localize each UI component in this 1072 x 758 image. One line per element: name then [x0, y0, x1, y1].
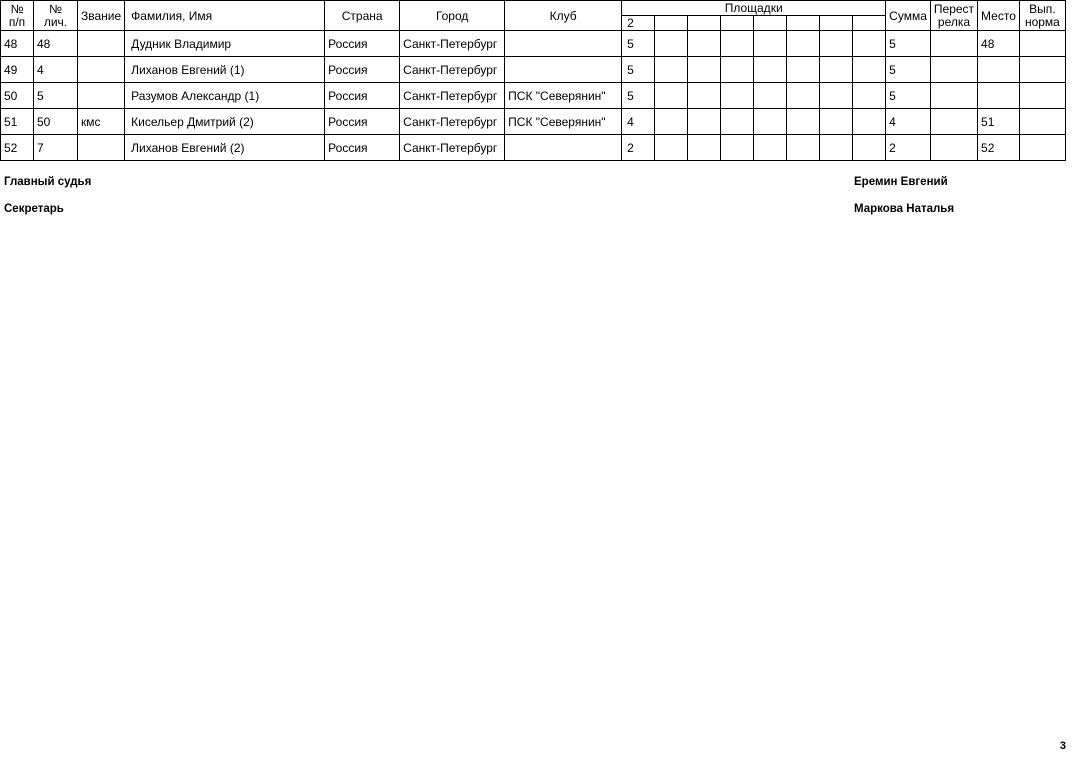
table-header	[1, 1, 1066, 31]
cell-country: Россия	[325, 109, 400, 135]
cell-city: Санкт-Петербург	[400, 31, 505, 57]
cell-name: Дудник Владимир	[125, 31, 325, 57]
cell-sum: 5	[886, 31, 931, 57]
cell-lane-5	[754, 57, 787, 83]
cell-number: 50	[1, 83, 34, 109]
cell-lane-2	[655, 57, 688, 83]
cell-club	[505, 135, 622, 161]
cell-city: Санкт-Петербург	[400, 135, 505, 161]
cell-lane-7	[820, 135, 853, 161]
col-header-place: Место	[978, 1, 1020, 31]
cell-sum: 5	[886, 83, 931, 109]
cell-lane-8	[853, 57, 886, 83]
cell-name: Лиханов Евгений (1)	[125, 57, 325, 83]
col-header-club: Клуб	[505, 1, 622, 31]
cell-lane-2	[655, 83, 688, 109]
col-header-lane-1: 2	[622, 16, 655, 31]
cell-norm	[1019, 57, 1065, 83]
col-header-personal-number	[34, 1, 78, 31]
cell-name: Разумов Александр (1)	[125, 83, 325, 109]
cell-club	[505, 31, 622, 57]
cell-lane-5	[754, 135, 787, 161]
cell-lane-5	[754, 83, 787, 109]
cell-lane-1: 5	[622, 31, 655, 57]
cell-lane-4	[721, 83, 754, 109]
cell-name: Лиханов Евгений (2)	[125, 135, 325, 161]
cell-shootoff	[930, 135, 977, 161]
cell-lane-7	[820, 109, 853, 135]
table-row	[1, 57, 1066, 83]
cell-rank	[78, 57, 125, 83]
cell-place: 48	[978, 31, 1020, 57]
col-header-shootoff	[930, 1, 977, 31]
cell-country: Россия	[325, 31, 400, 57]
cell-city: Санкт-Петербург	[400, 109, 505, 135]
cell-lane-4	[721, 57, 754, 83]
cell-name: Кисельер Дмитрий (2)	[125, 109, 325, 135]
results-table	[0, 0, 1066, 161]
cell-shootoff	[930, 31, 977, 57]
cell-lane-8	[853, 109, 886, 135]
cell-rank: кмс	[78, 109, 125, 135]
table-row	[1, 31, 1066, 57]
cell-norm	[1019, 109, 1065, 135]
cell-number: 52	[1, 135, 34, 161]
header-row-top	[1, 1, 1066, 16]
col-header-city: Город	[400, 1, 505, 31]
col-header-shootoff-line1: Перест	[933, 1, 975, 16]
cell-personal-number: 7	[34, 135, 78, 161]
cell-place	[978, 83, 1020, 109]
cell-lane-6	[787, 135, 820, 161]
cell-lane-6	[787, 57, 820, 83]
cell-shootoff	[930, 57, 977, 83]
cell-personal-number: 5	[34, 83, 78, 109]
signature-name-chief-judge: Еремин Евгений	[854, 176, 948, 188]
cell-lane-7	[820, 83, 853, 109]
cell-lane-1: 5	[622, 83, 655, 109]
col-header-grounds: Площадки	[622, 1, 886, 16]
col-header-personal-line2: лич.	[43, 14, 68, 29]
table-row	[1, 83, 1066, 109]
col-header-name: Фамилия, Имя	[125, 1, 325, 31]
cell-sum: 2	[886, 135, 931, 161]
cell-lane-1: 5	[622, 57, 655, 83]
cell-lane-1: 4	[622, 109, 655, 135]
cell-personal-number: 50	[34, 109, 78, 135]
cell-place: 51	[978, 109, 1020, 135]
cell-club: ПСК "Северянин"	[505, 83, 622, 109]
page-number: 3	[1059, 740, 1066, 752]
table-row	[1, 135, 1066, 161]
col-header-lane-7	[820, 16, 853, 31]
cell-place: 52	[978, 135, 1020, 161]
signature-role-secretary: Секретарь	[4, 203, 64, 215]
signature-name-secretary: Маркова Наталья	[854, 203, 955, 215]
cell-personal-number: 4	[34, 57, 78, 83]
cell-lane-1: 2	[622, 135, 655, 161]
cell-norm	[1019, 135, 1065, 161]
col-header-lane-6	[787, 16, 820, 31]
col-header-norm-line1: Вып.	[1029, 1, 1056, 16]
signature-role-chief-judge: Главный судья	[4, 176, 92, 188]
signature-block	[0, 176, 1072, 230]
col-header-norm	[1019, 1, 1065, 31]
cell-country: Россия	[325, 83, 400, 109]
cell-lane-4	[721, 31, 754, 57]
cell-lane-7	[820, 31, 853, 57]
col-header-lane-8	[853, 16, 886, 31]
cell-lane-6	[787, 31, 820, 57]
col-header-lane-4	[721, 16, 754, 31]
cell-rank	[78, 135, 125, 161]
cell-club	[505, 57, 622, 83]
cell-club: ПСК "Северянин"	[505, 109, 622, 135]
cell-city: Санкт-Петербург	[400, 83, 505, 109]
col-header-number-line1: №	[10, 1, 24, 16]
col-header-lane-3	[688, 16, 721, 31]
cell-lane-4	[721, 109, 754, 135]
cell-lane-3	[688, 57, 721, 83]
cell-rank	[78, 31, 125, 57]
col-header-shootoff-line2: релка	[937, 14, 971, 29]
cell-lane-4	[721, 135, 754, 161]
col-header-lane-2	[655, 16, 688, 31]
table-body	[1, 31, 1066, 161]
cell-lane-8	[853, 83, 886, 109]
cell-lane-2	[655, 135, 688, 161]
cell-country: Россия	[325, 57, 400, 83]
cell-lane-8	[853, 135, 886, 161]
cell-lane-3	[688, 109, 721, 135]
cell-lane-7	[820, 57, 853, 83]
cell-lane-6	[787, 83, 820, 109]
col-header-lane-5	[754, 16, 787, 31]
cell-number: 51	[1, 109, 34, 135]
cell-place	[978, 57, 1020, 83]
cell-rank	[78, 83, 125, 109]
signature-row	[0, 176, 1072, 203]
cell-lane-3	[688, 83, 721, 109]
col-header-rank: Звание	[78, 1, 125, 31]
cell-lane-6	[787, 109, 820, 135]
cell-lane-3	[688, 31, 721, 57]
cell-country: Россия	[325, 135, 400, 161]
cell-lane-8	[853, 31, 886, 57]
cell-norm	[1019, 83, 1065, 109]
col-header-number	[1, 1, 34, 31]
cell-lane-2	[655, 31, 688, 57]
cell-personal-number: 48	[34, 31, 78, 57]
cell-lane-5	[754, 109, 787, 135]
col-header-sum: Сумма	[886, 1, 931, 31]
cell-lane-3	[688, 135, 721, 161]
col-header-personal-line1: №	[49, 1, 62, 16]
table-row	[1, 109, 1066, 135]
col-header-number-line2: п/п	[8, 14, 26, 29]
signature-row	[0, 203, 1072, 230]
cell-lane-5	[754, 31, 787, 57]
cell-sum: 4	[886, 109, 931, 135]
cell-city: Санкт-Петербург	[400, 57, 505, 83]
cell-shootoff	[930, 109, 977, 135]
cell-sum: 5	[886, 57, 931, 83]
cell-lane-2	[655, 109, 688, 135]
cell-number: 48	[1, 31, 34, 57]
cell-shootoff	[930, 83, 977, 109]
cell-number: 49	[1, 57, 34, 83]
cell-norm	[1019, 31, 1065, 57]
col-header-norm-line2: норма	[1024, 14, 1060, 29]
col-header-country: Страна	[325, 1, 400, 31]
